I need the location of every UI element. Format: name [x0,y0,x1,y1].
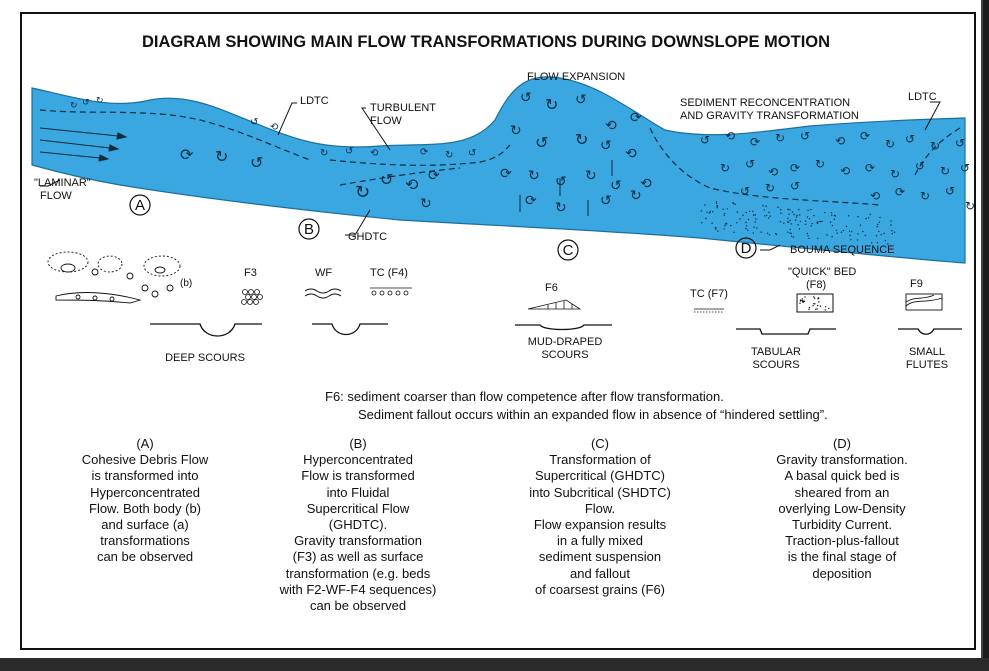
stipple-dot [890,224,891,225]
turbulent-flow-label: TURBULENT [370,102,437,114]
stipple-dot [768,212,769,213]
swirl-mark: ⟲ [625,146,637,162]
stipple-dot [711,223,712,224]
stipple-dot [885,240,886,241]
stipple-dot [848,215,849,216]
stipple-dot [879,217,880,218]
swirl-mark: ↻ [920,189,931,203]
stipple-dot [807,235,808,236]
stipple-dot [877,226,878,227]
swirl-mark: ⟳ [500,166,512,182]
stipple-dot [796,215,797,216]
stage-marker-a-letter: A [134,197,146,214]
swirl-mark: ↻ [815,157,826,171]
stipple-dot [831,212,832,213]
stipple-dot [765,205,766,206]
facies-tc-f4-label: TC (F4) [370,267,408,279]
facies-wf-label: WF [315,267,333,279]
stipple-dot [748,219,749,220]
stipple-dot [762,205,763,206]
swirl-mark: ⟳ [630,110,642,126]
stage-marker-b [299,219,319,239]
swirl-mark: ↺ [468,148,477,159]
stipple-dot [753,227,754,228]
stipple-dot [717,205,718,206]
f8-dot [808,309,809,310]
stipple-dot [793,237,794,238]
stipple-dot [789,209,790,210]
stipple-dot [881,234,882,235]
swirl-mark: ⟳ [895,185,906,199]
stage-marker-c-letter: C [562,242,574,259]
stipple-dot [826,234,827,235]
stipple-dot [811,225,812,226]
stipple-dot [753,232,754,233]
stipple-dot [878,231,879,232]
stipple-dot [747,230,748,231]
stipple-dot [717,230,718,231]
stipple-dot [805,224,806,225]
swirl-mark: ↺ [790,179,801,193]
stipple-dot [753,214,754,215]
stipple-dot [712,211,713,212]
stipple-dot [807,216,808,217]
stipple-dot [722,209,723,210]
swirl-mark: ⟳ [790,161,801,175]
swirl-mark: ↺ [345,146,354,157]
facies-f3-label: F3 [244,267,257,279]
swirl-mark: ↻ [96,96,104,106]
tabular-scours-label-2: SCOURS [752,359,800,371]
swirl-mark: ↻ [355,182,371,203]
stipple-dot [755,221,756,222]
ldtc-right-label: LDTC [908,91,937,103]
stipple-dot [797,224,798,225]
stipple-dot [843,230,844,231]
stipple-dot [799,228,800,229]
facies-b-label: (b) [180,278,193,289]
mud-draped-scour [515,325,612,330]
swirl-mark: ⟲ [840,164,851,178]
facies-tc-f7-label: TC (F7) [690,288,728,300]
mud-draped-label-2: SCOURS [541,349,589,361]
swirl-mark: ↺ [945,184,956,198]
stipple-dot [746,225,747,226]
ghdtc-label: GHDTC [348,231,388,243]
facies-f6-label: F6 [545,282,558,294]
stipple-dot [790,229,791,230]
facies-wf-symbol [305,289,341,298]
stipple-dot [739,218,740,219]
stipple-dot [876,235,877,236]
stipple-dot [706,212,707,213]
stipple-dot [830,222,831,223]
stipple-dot [733,232,734,233]
stipple-dot [809,218,810,219]
f8-dot [802,298,803,299]
stipple-dot [857,239,858,240]
swirl-mark: ↺ [955,136,966,150]
stipple-dot [789,232,790,233]
stipple-dot [764,215,765,216]
stage-marker-d [736,238,756,258]
swirl-mark: ⟲ [270,122,279,133]
stipple-dot [837,232,838,233]
f8-dot [815,309,816,310]
stipple-dot [796,216,797,217]
f8-dot [825,309,826,310]
stipple-dot [745,228,746,229]
facies-f8-symbol [797,294,833,312]
swirl-mark: ↻ [545,95,559,114]
swirl-mark: ↺ [250,153,264,172]
stipple-dot [862,231,863,232]
stipple-dot [788,213,789,214]
swirl-mark: ↻ [965,199,976,213]
swirl-mark: ⟳ [860,129,871,143]
swirl-mark: ⟲ [870,189,881,203]
diagram-title: DIAGRAM SHOWING MAIN FLOW TRANSFORMATIONS DURING DOWNSLOPE MOTION [141,33,831,51]
swirl-mark: ↻ [765,181,776,195]
stipple-dot [755,214,756,215]
f8-dot [802,302,803,303]
swirl-mark: ↺ [555,174,567,190]
f8-dot [814,298,815,299]
stipple-dot [752,211,753,212]
stipple-dot [800,221,801,222]
description-d: (D) Gravity transformation. A basal quick bed is sheared from an overlying Low-Density Turbidity Current. Traction-plus-fallout is the final stage of deposition [776,436,908,581]
swirl-mark: ↺ [905,132,916,146]
small-flutes-label-2: FLUTES [905,359,949,371]
stipple-dot [824,212,825,213]
stipple-dot [701,210,702,211]
stipple-dot [883,233,884,234]
stipple-dot [730,225,731,226]
stipple-dot [890,220,891,221]
stipple-dot [793,214,794,215]
stipple-dot [851,231,852,232]
swirl-mark: ↺ [575,92,587,108]
swirl-mark: ⟲ [640,176,652,192]
deep-scours-label: DEEP SCOURS [165,352,245,364]
stipple-dot [724,215,725,216]
stipple-dot [787,218,788,219]
swirl-mark: ↻ [930,139,941,153]
stipple-dot [745,222,746,223]
swirl-mark: ↻ [420,196,432,212]
swirl-mark: ↻ [445,150,454,161]
stipple-dot [727,208,728,209]
f8-dot [828,308,829,309]
stipple-dot [879,222,880,223]
tabular-scour [736,329,836,334]
stipple-dot [704,204,705,205]
stipple-dot [791,236,792,237]
stipple-dot [783,223,784,224]
stipple-dot [715,227,716,228]
swirl-mark: ⟲ [370,148,379,159]
stipple-dot [715,228,716,229]
stipple-dot [791,233,792,234]
stipple-dot [709,212,710,213]
swirl-mark: ↺ [700,133,711,147]
swirl-mark: ↺ [250,117,259,128]
stipple-dot [831,215,832,216]
stipple-dot [705,218,706,219]
swirl-mark: ↺ [740,184,751,198]
f6-note-line-1: F6: sediment coarser than flow competence after flow transformation. [325,389,724,404]
laminar-label: "LAMINAR" [34,177,91,189]
reconcentration-label: SEDIMENT RECONCENTRATION [680,97,851,109]
swirl-mark: ⟳ [750,135,761,149]
stipple-dot [780,213,781,214]
stipple-dot [755,218,756,219]
swirl-mark: ↺ [520,90,532,106]
swirl-mark: ↺ [800,129,811,143]
stipple-dot [831,236,832,237]
stipple-dot [860,225,861,226]
stipple-dot [770,215,771,216]
swirl-mark: ↻ [510,123,522,139]
stipple-dot [810,209,811,210]
description-b: (B) Hyperconcentrated Flow is transformed into Fluidal Supercritical Flow (GHDTC). Gravity transformation (F3) as well as surface transformation (e.g. beds with F2-WF-F4 sequences) can be observed [279,436,437,614]
swirl-mark: ↺ [600,193,612,209]
swirl-mark: ↻ [575,130,589,149]
stipple-dot [841,232,842,233]
stipple-dot [868,217,869,218]
stipple-dot [716,201,717,202]
f8-dot [813,303,814,304]
f8-dot [825,306,826,307]
swirl-mark: ⟳ [525,193,537,209]
swirl-mark: ↻ [940,164,951,178]
swirl-mark: ↺ [380,170,394,189]
facies-f6-symbol [528,300,580,309]
stipple-dot [768,217,769,218]
stipple-dot [811,223,812,224]
stipple-dot [769,234,770,235]
stipple-dot [767,233,768,234]
swirl-mark: ⟳ [428,168,440,184]
stipple-dot [795,219,796,220]
laminar-label-2: FLOW [40,190,72,202]
ldtc-left-label: LDTC [300,95,329,107]
stipple-dot [835,215,836,216]
stipple-dot [891,230,892,231]
swirl-mark: ↻ [885,137,896,151]
stipple-dot [807,210,808,211]
stipple-dot [735,204,736,205]
f8-dot [801,300,802,301]
swirl-mark: ↻ [320,148,329,159]
stipple-dot [787,232,788,233]
stipple-dot [850,239,851,240]
f8-dot [816,308,817,309]
stipple-dot [798,209,799,210]
stage-marker-c [558,240,578,260]
facies-tc-f7-symbol [694,309,724,312]
stipple-dot [808,238,809,239]
stipple-dot [857,216,858,217]
swirl-mark: ↺ [535,133,549,152]
stipple-dot [780,209,781,210]
stipple-dot [787,221,788,222]
stipple-dot [817,223,818,224]
stipple-dot [736,222,737,223]
stipple-dot [716,203,717,204]
swirl-mark: ↻ [720,161,731,175]
swirl-mark: ↺ [745,157,756,171]
tabular-scours-label: TABULAR [751,346,801,358]
facies-f9-label: F9 [910,278,923,290]
facies-tc-f4-symbol [370,288,412,295]
stipple-dot [813,215,814,216]
stipple-dot [789,220,790,221]
reconcentration-label-2: AND GRAVITY TRANSFORMATION [680,110,859,122]
swirl-mark: ↻ [890,167,901,181]
facies-f8-dots [799,296,829,310]
bouma-sequence-label: BOUMA SEQUENCE [790,244,895,256]
stipple-dot [701,222,702,223]
stipple-dot [857,233,858,234]
f8-dot [817,305,818,306]
stipple-dot [832,225,833,226]
turbulent-flow-label-2: FLOW [370,115,402,127]
stipple-dot [791,223,792,224]
swirl-mark: ↺ [960,161,971,175]
stipple-dot [710,211,711,212]
f8-dot [809,307,810,308]
facies-f8-label: (F8) [806,279,827,291]
stipple-dot [892,233,893,234]
debris-clasts [48,252,180,303]
small-flute [898,329,962,334]
swirl-mark: ⟲ [605,118,617,134]
stage-marker-d-letter: D [740,240,752,257]
stipple-dot [764,209,765,210]
f8-dot [820,306,821,307]
description-a: (A) Cohesive Debris Flow is transformed into Hyperconcentrated Flow. Both body (b) and surface (a) transformations can be observed [81,436,209,565]
swirl-mark: ↺ [600,138,612,154]
stipple-dot [724,225,725,226]
f8-dot [799,303,800,304]
stipple-dot [732,202,733,203]
stipple-dot [723,228,724,229]
stipple-dot [821,221,822,222]
quick-bed-label: "QUICK" BED [788,266,857,278]
swirl-mark: ⟲ [835,134,846,148]
swirl-mark: ⟳ [865,161,876,175]
stipple-dot [817,238,818,239]
bottom-edge-shadow [0,658,989,671]
swirl-mark: ⟲ [725,129,736,143]
swirl-mark: ↺ [610,178,622,194]
swirl-mark: ⟲ [405,175,419,194]
stipple-dot [788,209,789,210]
stipple-dot [819,221,820,222]
deep-scour-left [150,324,262,336]
swirl-mark: ⟲ [768,165,779,179]
stipple-dot [749,211,750,212]
stipple-dot [760,231,761,232]
swirl-mark: ↻ [775,131,786,145]
stipple-dot [865,218,866,219]
stipple-dot [807,233,808,234]
stipple-dot [865,235,866,236]
stipple-dot [726,223,727,224]
stipple-dot [724,213,725,214]
swirl-mark: ↺ [915,159,926,173]
stipple-dot [870,214,871,215]
stipple-dot [777,207,778,208]
swirl-mark: ⟳ [180,145,194,164]
swirl-mark: ↻ [70,101,78,111]
facies-f3-symbol [242,290,263,305]
stipple-dot [717,207,718,208]
stipple-dot [756,227,757,228]
stipple-dot [877,224,878,225]
stage-marker-a [130,195,150,215]
stipple-dot [745,212,746,213]
f8-dot [812,305,813,306]
swirl-mark: ↺ [82,98,90,108]
swirl-mark: ↻ [215,147,229,166]
stipple-dot [766,215,767,216]
stipple-dot [737,211,738,212]
f8-dot [804,296,805,297]
stipple-dot [834,219,835,220]
facies-f9-symbol [906,294,942,310]
f8-dot [800,300,801,301]
swirl-mark: ↻ [585,168,597,184]
stipple-dot [805,220,806,221]
swirl-mark: ↻ [555,200,567,216]
swirl-mark: ↻ [528,168,540,184]
stipple-dot [742,215,743,216]
f8-dot [817,298,818,299]
stipple-dot [799,214,800,215]
flow-expansion-label: FLOW EXPANSION [527,71,626,83]
deep-scour-right [312,324,388,335]
f6-note [325,388,965,424]
description-c: (C) Transformation of Supercritical (GHDTC) into Subcritical (SHDTC) Flow. Flow expansion results in a fully mixed sediment suspension and fallout of coarsest grains (F6) [529,436,671,597]
stage-marker-b-letter: B [303,221,315,238]
stipple-dot [894,232,895,233]
stipple-dot [792,211,793,212]
swirl-mark: ⟳ [420,147,429,158]
f6-note-line-2: Sediment fallout occurs within an expanded flow in absence of “hindered settling”. [358,407,828,422]
stipple-dot [849,235,850,236]
stipple-dot [775,233,776,234]
stipple-dot [836,230,837,231]
small-flutes-label: SMALL [908,346,946,358]
stipple-dot [780,221,781,222]
f8-dot [818,301,819,302]
f8-dot [813,296,814,297]
stipple-dot [849,231,850,232]
mud-draped-label: MUD-DRAPED [527,336,603,348]
swirl-mark: ↻ [630,188,642,204]
stipple-dot [846,226,847,227]
